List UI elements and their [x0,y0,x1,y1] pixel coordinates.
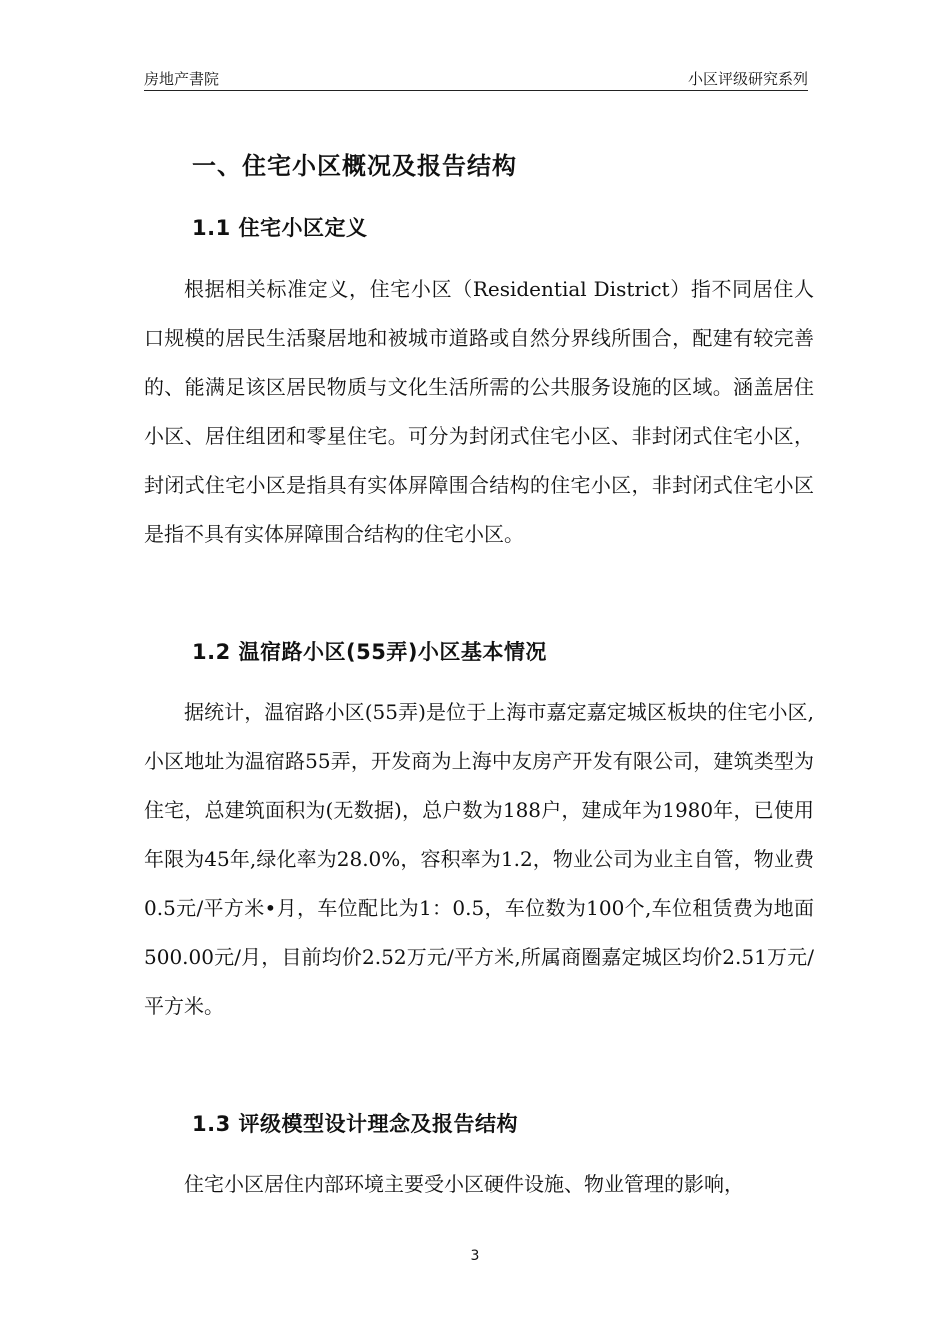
section-paragraph-1-2: 据统计，温宿路小区(55弄)是位于上海市嘉定嘉定城区板块的住宅小区,小区地址为温宿路55弄，开发商为上海中友房产开发有限公司，建筑类型为住宅，总建筑面积为(无数据)，总户数为188户，建成年为1980年，已使用年限为45年,绿化率为28.0%，容积率为1.2，物业公司为业主自管，物业费0.5元/平方米•月，车位配比为1：0.5，车位数为100个,车位租赁费为地面500.00元/月，目前均价2.52万元/平方米,所属商圈嘉定城区均价2.51万元/平方米。 [144,700,814,1018]
section-title-1-3: 1.3 评级模型设计理念及报告结构 [192,1112,519,1136]
chapter-title: 一、住宅小区概况及报告结构 [192,152,517,180]
section-title-1-2: 1.2 温宿路小区(55弄)小区基本情况 [192,640,547,664]
page-number: 3 [470,1248,480,1264]
header-publisher: 房地产書院 [144,70,220,88]
section-paragraph-1-1: 根据相关标准定义，住宅小区（Residential District）指不同居住人口规模的居民生活聚居地和被城市道路或自然分界线所围合，配建有较完善的、能满足该区居民物质与文化生活所需的公共服务设施的区域。涵盖居住小区、居住组团和零星住宅。可分为封闭式住宅小区、非封闭式住宅小区，封闭式住宅小区是指具有实体屏障围合结构的住宅小区，非封闭式住宅小区是指不具有实体屏障围合结构的住宅小区。 [144,277,814,546]
header-series-title: 小区评级研究系列 [687,70,808,88]
section-title-1-1: 1.1 住宅小区定义 [192,216,368,240]
section-paragraph-1-3: 住宅小区居住内部环境主要受小区硬件设施、物业管理的影响， [184,1172,744,1196]
page-header [144,66,808,91]
